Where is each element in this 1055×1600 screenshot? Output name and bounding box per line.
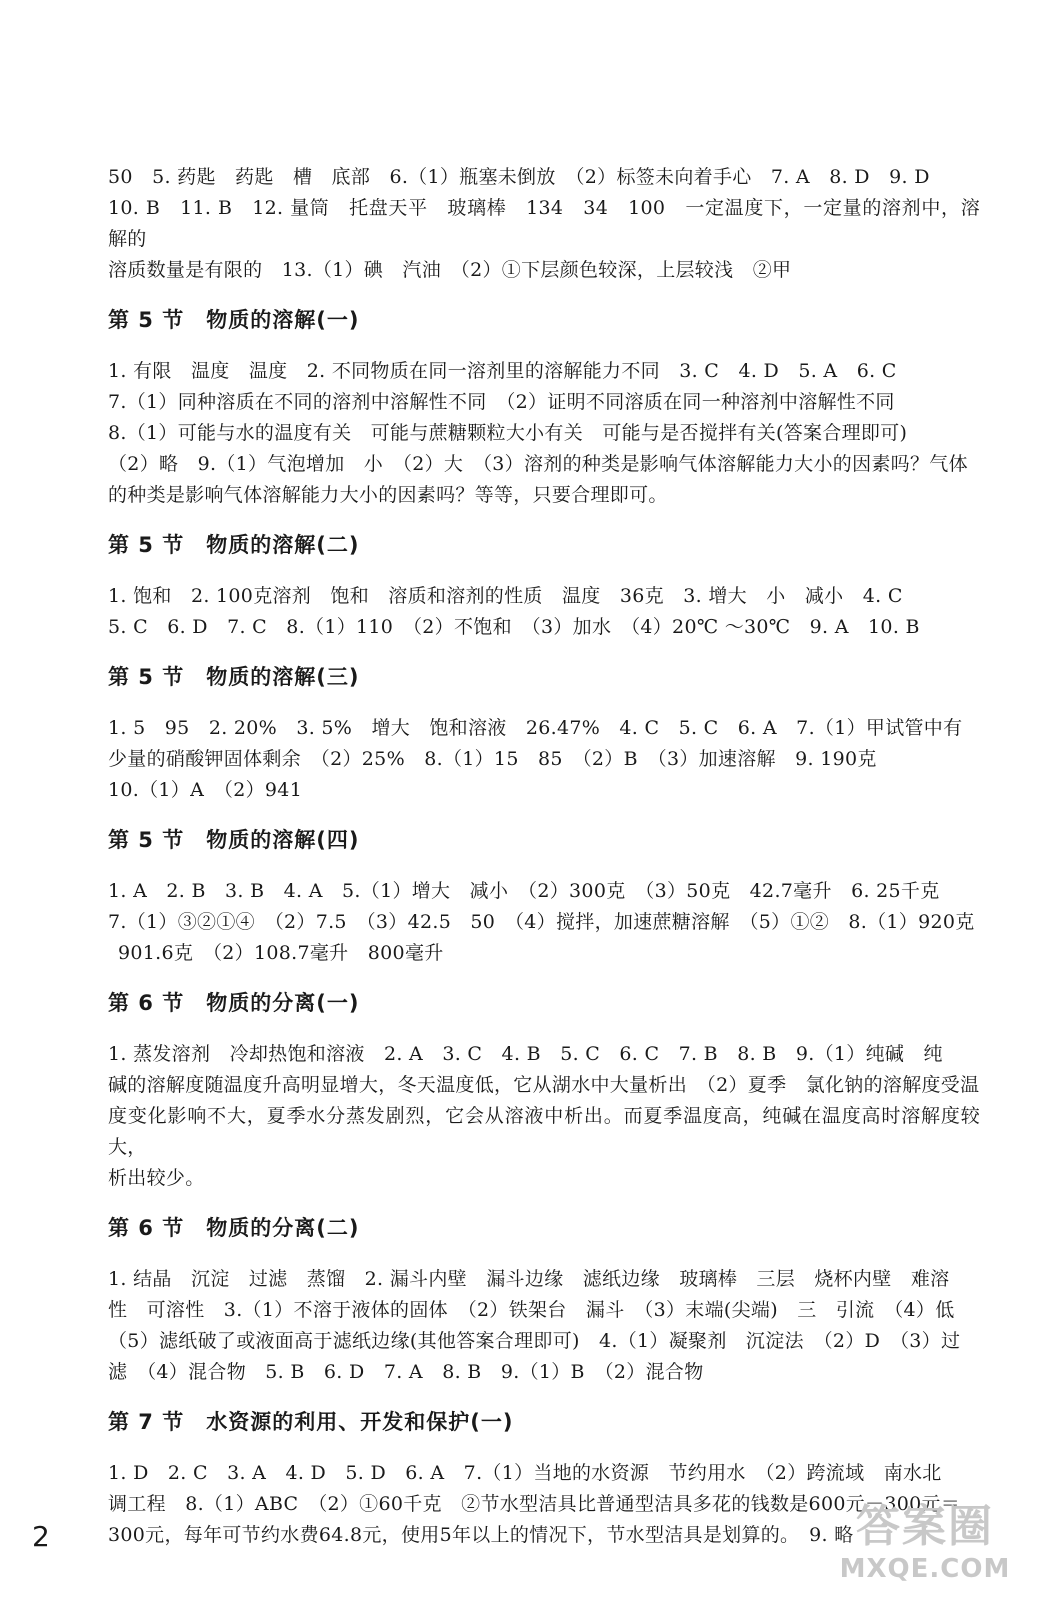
text-line: 901.6克 （2）108.7毫升 800毫升 [118,942,444,964]
text-line: 300元，每年可节约水费64.8元，使用5年以上的情况下，节水型洁具是划算的。 9. 略 [108,1524,854,1546]
section-number: 第 7 节 [108,1410,185,1434]
text-line: 1. 有限 温度 温度 2. 不同物质在同一溶剂里的溶解能力不同 3. C 4. D 5. A 6. C [108,360,897,382]
section-number: 第 6 节 [108,1216,185,1240]
section-heading [108,304,980,336]
text-line: 1. 结晶 沉淀 过滤 蒸馏 2. 漏斗内壁 漏斗边缘 滤纸边缘 玻璃棒 三层 烧杯内壁 难溶 [108,1268,950,1290]
text-line: 度变化影响不大，夏季水分蒸发剧烈，它会从溶液中析出。而夏季温度高，纯碱在温度高时溶解度较大， [108,1105,980,1158]
section-title: 物质的溶解(三) [206,665,360,689]
section-title: 物质的溶解(一) [206,308,360,332]
section-title: 物质的溶解(四) [206,828,360,852]
section-heading [108,1212,980,1244]
watermark-text: 答案圈 [856,1501,994,1552]
section-5-3 [108,661,980,806]
text-line: 1. A 2. B 3. B 4. A 5.（1）增大 减小 （2）300克 （3）50克 42.7毫升 6. 25千克 [108,880,940,902]
section-number: 第 5 节 [108,533,185,557]
section-number: 第 5 节 [108,828,185,852]
text-line: 1. 蒸发溶剂 冷却热饱和溶液 2. A 3. C 4. B 5. C 6. C 7. B 8. B 9.（1）纯碱 纯 [108,1043,943,1065]
text-line: 7.（1）③②①④ （2）7.5 （3）42.5 50 （4）搅拌，加速蔗糖溶解 （5）①② 8.（1）920克 [108,911,975,933]
text-line: （2）略 9.（1）气泡增加 小 （2）大 （3）溶剂的种类是影响气体溶解能力大小的因素吗？气体 [108,453,968,475]
watermark-url: MXQE.COM [839,1554,1011,1584]
section-title: 水资源的利用、开发和保护(一) [206,1410,514,1434]
text-line: 1. 5 95 2. 20% 3. 5% 增大 饱和溶液 26.47% 4. C 5. C 6. A 7.（1）甲试管中有 [108,717,963,739]
section-heading [108,1406,980,1438]
answer-page-body [108,162,980,1551]
text-line: 碱的溶解度随温度升高明显增大，冬天温度低，它从湖水中大量析出 （2）夏季 氯化钠的溶解度受温 [108,1074,980,1096]
text-line: 溶质数量是有限的 13.（1）碘 汽油 （2）①下层颜色较深，上层较浅 ②甲 [108,259,792,281]
section-5-2 [108,529,980,643]
text-line: 5. C 6. D 7. C 8.（1）110 （2）不饱和 （3）加水 （4）20℃ ～30℃ 9. A 10. B [108,616,920,638]
section-number: 第 5 节 [108,308,185,332]
text-line: 的种类是影响气体溶解能力大小的因素吗？等等，只要合理即可。 [108,484,668,506]
text-line: 性 可溶性 3.（1）不溶于液体的固体 （2）铁架台 漏斗 （3）末端(尖端) 三 引流 （4）低 [108,1299,955,1321]
text-line: 50 5. 药匙 药匙 槽 底部 6.（1）瓶塞未倒放 （2）标签未向着手心 7. A 8. D 9. D [108,166,930,188]
intro-block [108,162,980,286]
text-line: 7.（1）同种溶质在不同的溶剂中溶解性不同 （2）证明不同溶质在同一种溶剂中溶解性不同 [108,391,895,413]
text-line: 少量的硝酸钾固体剩余 （2）25% 8.（1）15 85 （2）B （3）加速溶解 9. 190克 [108,748,877,770]
text-line: 析出较少。 [108,1167,205,1189]
section-6-2 [108,1212,980,1388]
section-6-1 [108,987,980,1194]
section-title: 物质的分离(一) [206,991,360,1015]
text-line: 调工程 8.（1）ABC （2）①60千克 ②节水型洁具比普通型洁具多花的钱数是600元－300元＝ [108,1493,961,1515]
text-line: 滤 （4）混合物 5. B 6. D 7. A 8. B 9.（1）B （2）混合物 [108,1361,704,1383]
text-line: 1. 饱和 2. 100克溶剂 饱和 溶质和溶剂的性质 温度 36克 3. 增大 小 减小 4. C [108,585,903,607]
text-line: 10. B 11. B 12. 量筒 托盘天平 玻璃棒 134 34 100 一定温度下，一定量的溶剂中，溶解的 [108,197,980,250]
section-5-4 [108,824,980,969]
section-heading [108,529,980,561]
section-heading [108,987,980,1019]
page-number: 2 [32,1520,50,1553]
text-line: 8.（1）可能与水的温度有关 可能与蔗糖颗粒大小有关 可能与是否搅拌有关(答案合理即可) [108,422,908,444]
section-heading [108,824,980,856]
text-line: （5）滤纸破了或液面高于滤纸边缘(其他答案合理即可) 4.（1）凝聚剂 沉淀法 （2）D （3）过 [108,1330,961,1352]
section-title: 物质的分离(二) [206,1216,360,1240]
section-5-1 [108,304,980,511]
text-line: 10.（1）A （2）941 [108,779,303,801]
section-title: 物质的溶解(二) [206,533,360,557]
section-heading [108,661,980,693]
text-line: 1. D 2. C 3. A 4. D 5. D 6. A 7.（1）当地的水资源 节约用水 （2）跨流域 南水北 [108,1462,942,1484]
section-number: 第 5 节 [108,665,185,689]
watermark-logo [820,1500,1030,1592]
section-number: 第 6 节 [108,991,185,1015]
